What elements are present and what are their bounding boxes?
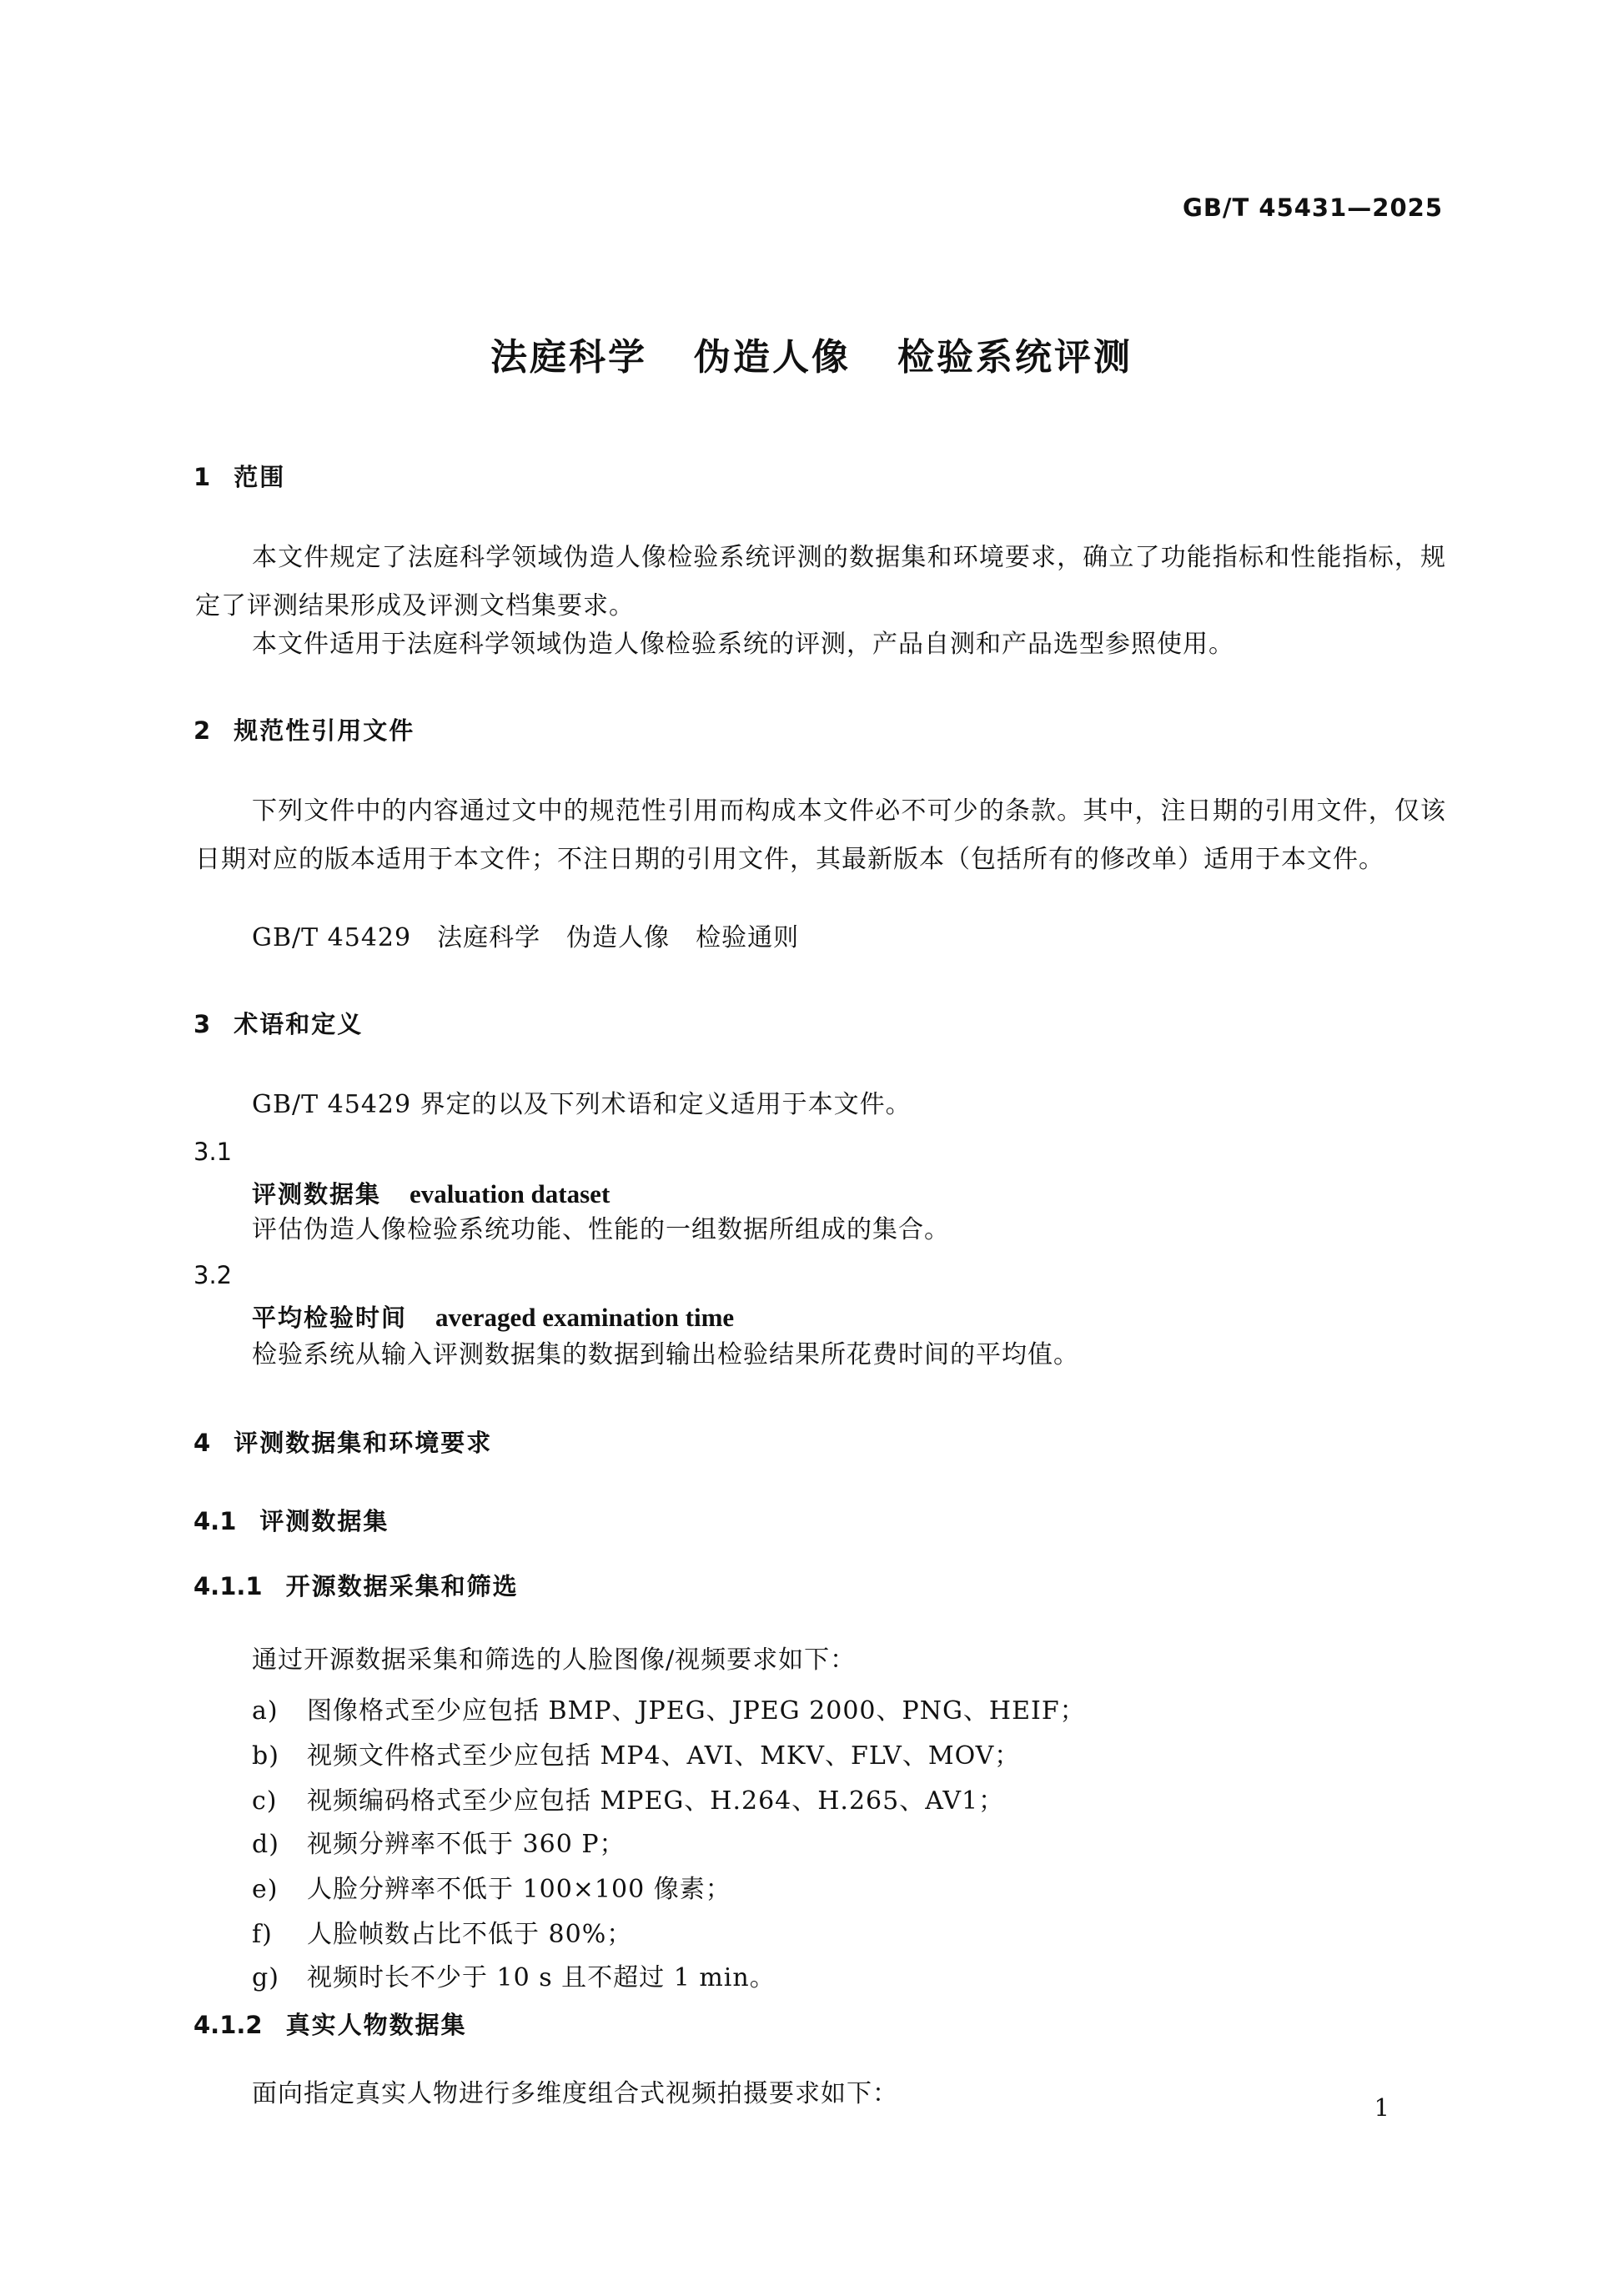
list-text: 视频分辨率不低于 360 P；: [307, 1830, 626, 1859]
list-marker: g): [252, 1963, 279, 1992]
term-chinese: 评测数据集: [252, 1180, 382, 1208]
list-text: 视频时长不少于 10 s 且不超过 1 min。: [307, 1963, 776, 1992]
term-number: 3.1: [193, 1138, 233, 1166]
section-title: 术语和定义: [234, 1010, 364, 1038]
subsection-4-1-2-intro: 面向指定真实人物进行多维度组合式视频拍摄要求如下：: [252, 2079, 898, 2108]
list-marker: f): [252, 1920, 273, 1949]
subsection-4-1-1-heading: [193, 1568, 519, 1602]
section-number: 4.1: [193, 1507, 237, 1535]
term-number: 3.2: [193, 1261, 233, 1289]
section-2-heading: [193, 712, 415, 746]
section-4-heading: [193, 1424, 492, 1459]
standard-number: GB/T 45431—2025: [1183, 193, 1443, 222]
list-text: 视频文件格式至少应包括 MP4、AVI、MKV、FLV、MOV；: [307, 1741, 1021, 1771]
term-title: [252, 1299, 734, 1334]
section-number: 3: [193, 1010, 211, 1038]
term-title: [252, 1176, 610, 1210]
list-item: [252, 1823, 626, 1860]
section-1-heading: [193, 459, 285, 493]
section-3-heading: [193, 1006, 363, 1040]
list-item: [252, 1913, 632, 1950]
term-english: averaged examination time: [435, 1303, 735, 1332]
page-number: 1: [1374, 2093, 1389, 2122]
subsection-4-1-heading: [193, 1503, 389, 1537]
section-number: 4: [193, 1429, 211, 1457]
section-title: 评测数据集: [259, 1507, 389, 1535]
list-marker: d): [252, 1830, 279, 1859]
section-number: 2: [193, 716, 211, 745]
list-item: [252, 1957, 776, 1993]
list-item: [252, 1735, 1020, 1771]
section-3-intro: GB/T 45429 界定的以及下列术语和定义适用于本文件。: [252, 1090, 912, 1119]
section-number: 1: [193, 463, 211, 491]
list-marker: e): [252, 1875, 279, 1904]
subsection-4-1-2-heading: [193, 2007, 467, 2041]
list-item: [252, 1868, 731, 1905]
section-1-paragraph-1: 本文件规定了法庭科学领域伪造人像检验系统评测的数据集和环境要求，确立了功能指标和性能指标，规定了评测结果形成及评测文档集要求。: [195, 543, 1446, 620]
section-title: 开源数据采集和筛选: [285, 1572, 519, 1600]
list-marker: b): [252, 1741, 279, 1771]
list-text: 人脸分辨率不低于 100×100 像素；: [307, 1875, 731, 1904]
title-part-1: 法庭科学: [490, 336, 647, 379]
term-definition: 评估伪造人像检验系统功能、性能的一组数据所组成的集合。: [252, 1215, 950, 1244]
term-english: evaluation dataset: [410, 1179, 611, 1208]
section-title: 规范性引用文件: [234, 716, 415, 745]
list-marker: c): [252, 1786, 278, 1816]
normative-reference: GB/T 45429 法庭科学 伪造人像 检验通则: [252, 923, 800, 952]
section-number: 4.1.1: [193, 1572, 263, 1600]
section-title: 范围: [234, 463, 286, 491]
section-number: 4.1.2: [193, 2011, 263, 2039]
list-item: [252, 1780, 1004, 1816]
term-chinese: 平均检验时间: [252, 1304, 408, 1332]
section-title: 真实人物数据集: [285, 2011, 467, 2039]
list-item: [252, 1690, 1086, 1726]
document-title: [0, 327, 1623, 380]
list-text: 人脸帧数占比不低于 80%；: [307, 1920, 633, 1949]
title-part-3: 检验系统评测: [897, 336, 1133, 379]
subsection-4-1-1-intro: 通过开源数据采集和筛选的人脸图像/视频要求如下：: [252, 1645, 857, 1675]
list-text: 图像格式至少应包括 BMP、JPEG、JPEG 2000、PNG、HEIF；: [307, 1696, 1086, 1726]
list-marker: a): [252, 1696, 279, 1726]
title-part-2: 伪造人像: [694, 336, 851, 379]
term-definition: 检验系统从输入评测数据集的数据到输出检验结果所花费时间的平均值。: [252, 1340, 1079, 1369]
list-text: 视频编码格式至少应包括 MPEG、H.264、H.265、AV1；: [307, 1786, 1005, 1816]
section-1-paragraph-2: 本文件适用于法庭科学领域伪造人像检验系统的评测，产品自测和产品选型参照使用。: [252, 630, 1234, 659]
section-2-paragraph-1: 下列文件中的内容通过文中的规范性引用而构成本文件必不可少的条款。其中，注日期的引用文件，仅该日期对应的版本适用于本文件；不注日期的引用文件，其最新版本（包括所有的修改单）适用于本文件。: [195, 796, 1446, 874]
section-title: 评测数据集和环境要求: [234, 1429, 493, 1457]
